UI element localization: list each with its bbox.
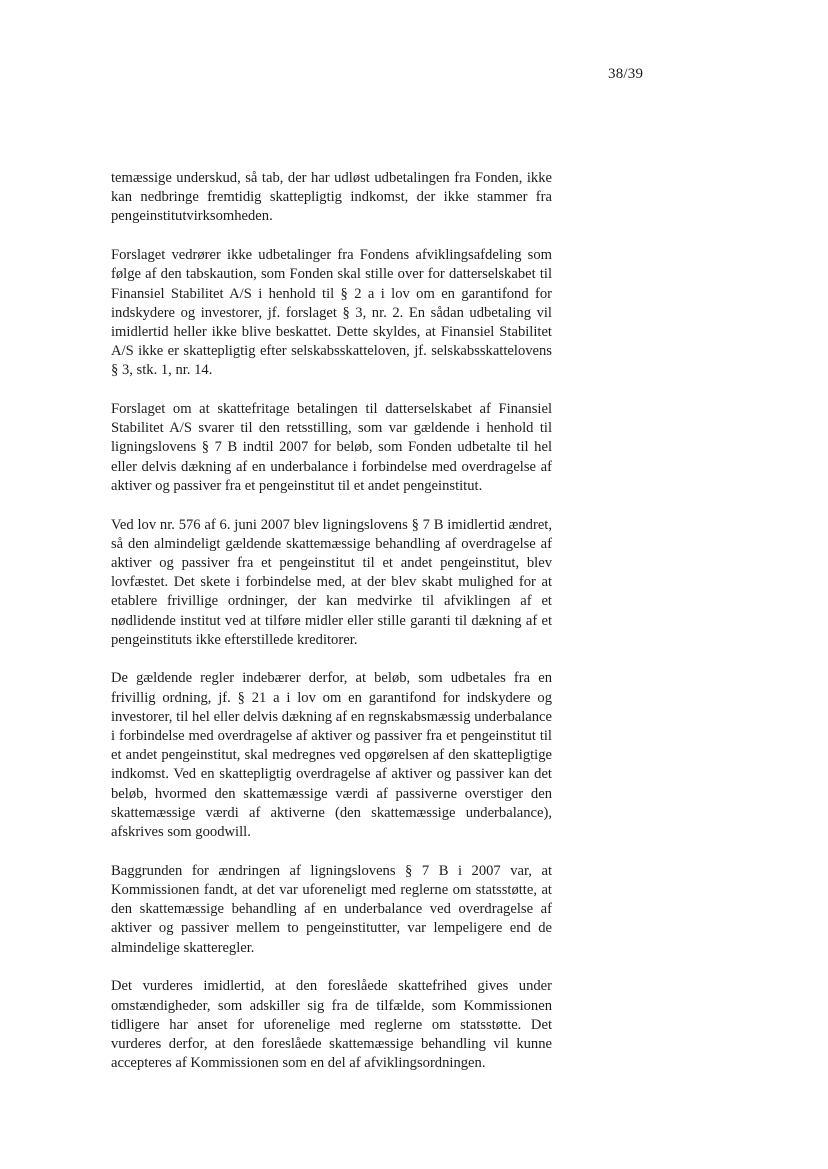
paragraph-2: Forslaget vedrører ikke udbetalinger fra Fondens afviklingsafdeling som følge af den tabskaution, som Fonden skal stille over for datterselskabet til Finansiel Stabilitet A/S i henhold til § 2 a i lov om en garantifond for indskydere og investorer, jf. forslaget § 3, nr. 2. En sådan udbetaling vil imidlertid heller ikke blive beskattet. Dette skyldes, at Finansiel Stabilitet A/S ikke er skattepligtig efter selskabsskatteloven, jf. selskabsskattelovens § 3, stk. 1, nr. 14. bbox=[111, 247, 552, 379]
paragraph-5: De gældende regler indebærer derfor, at beløb, som udbetales fra en frivillig ordning, jf. § 21 a i lov om en garantifond for indskydere og investorer, til hel eller delvis dækning af en regnskabsmæssig underbalance i forbindelse med overdragelse af aktiver og passiver fra et pengeinstitut til et andet pengeinstitut, skal medregnes ved opgørelsen af den skattepligtige indkomst. Ved en skattepligtig overdragelse af aktiver og passiver kan det beløb, hvormed den skattemæssige værdi af passiverne overstiger den skattemæssige værdi af aktiverne (den skattemæssige underbalance), afskrives som goodwill. bbox=[111, 670, 552, 841]
paragraph-1: temæssige underskud, så tab, der har udløst udbetalingen fra Fonden, ikke kan nedbringe fremtidig skattepligtig indkomst, der ikke stammer fra pengeinstitutvirksomheden. bbox=[111, 170, 552, 225]
document-body bbox=[111, 169, 552, 1093]
page-number: 38/39 bbox=[608, 66, 644, 82]
paragraph-3: Forslaget om at skattefritage betalingen til datterselskabet af Finansiel Stabilitet A/S svarer til den retsstilling, som var gældende i henhold til ligningslovens § 7 B indtil 2007 for beløb, som Fonden udbetalte til hel eller delvis dækning af en underbalance i forbindelse med overdragelse af aktiver og passiver fra et pengeinstitut til et andet pengeinstitut. bbox=[111, 401, 552, 494]
paragraph-6: Baggrunden for ændringen af ligningslovens § 7 B i 2007 var, at Kommissionen fandt, at det var uforeneligt med reglerne om statsstøtte, at den skattemæssige behandling af en underbalance ved overdragelse af aktiver og passiver mellem to pengeinstitutter, var lempeligere end de almindelige skatteregler. bbox=[111, 862, 552, 956]
paragraph-4: Ved lov nr. 576 af 6. juni 2007 blev ligningslovens § 7 B imidlertid ændret, så den almindeligt gældende skattemæssige behandling af overdragelse af aktiver og passiver fra et pengeinstitut til et andet pengeinstitut, blev lovfæstet. Det skete i forbindelse med, at der blev skabt mulighed for at etablere frivillige ordninger, der kan medvirke til afviklingen af et nødlidende institut ved at tilføre midler eller stille garanti til dækning af et pengeinstituts ikke efterstillede kreditorer. bbox=[111, 516, 552, 648]
paragraph-7: Det vurderes imidlertid, at den foreslåede skattefrihed gives under omstændigheder, som adskiller sig fra de tilfælde, som Kommissionen tidligere har anset for uforenelige med reglerne om statsstøtte. Det vurderes derfor, at den foreslåede skattemæssige behandling vil kunne accepteres af Kommissionen som en del af afviklingsordningen. bbox=[111, 978, 552, 1072]
